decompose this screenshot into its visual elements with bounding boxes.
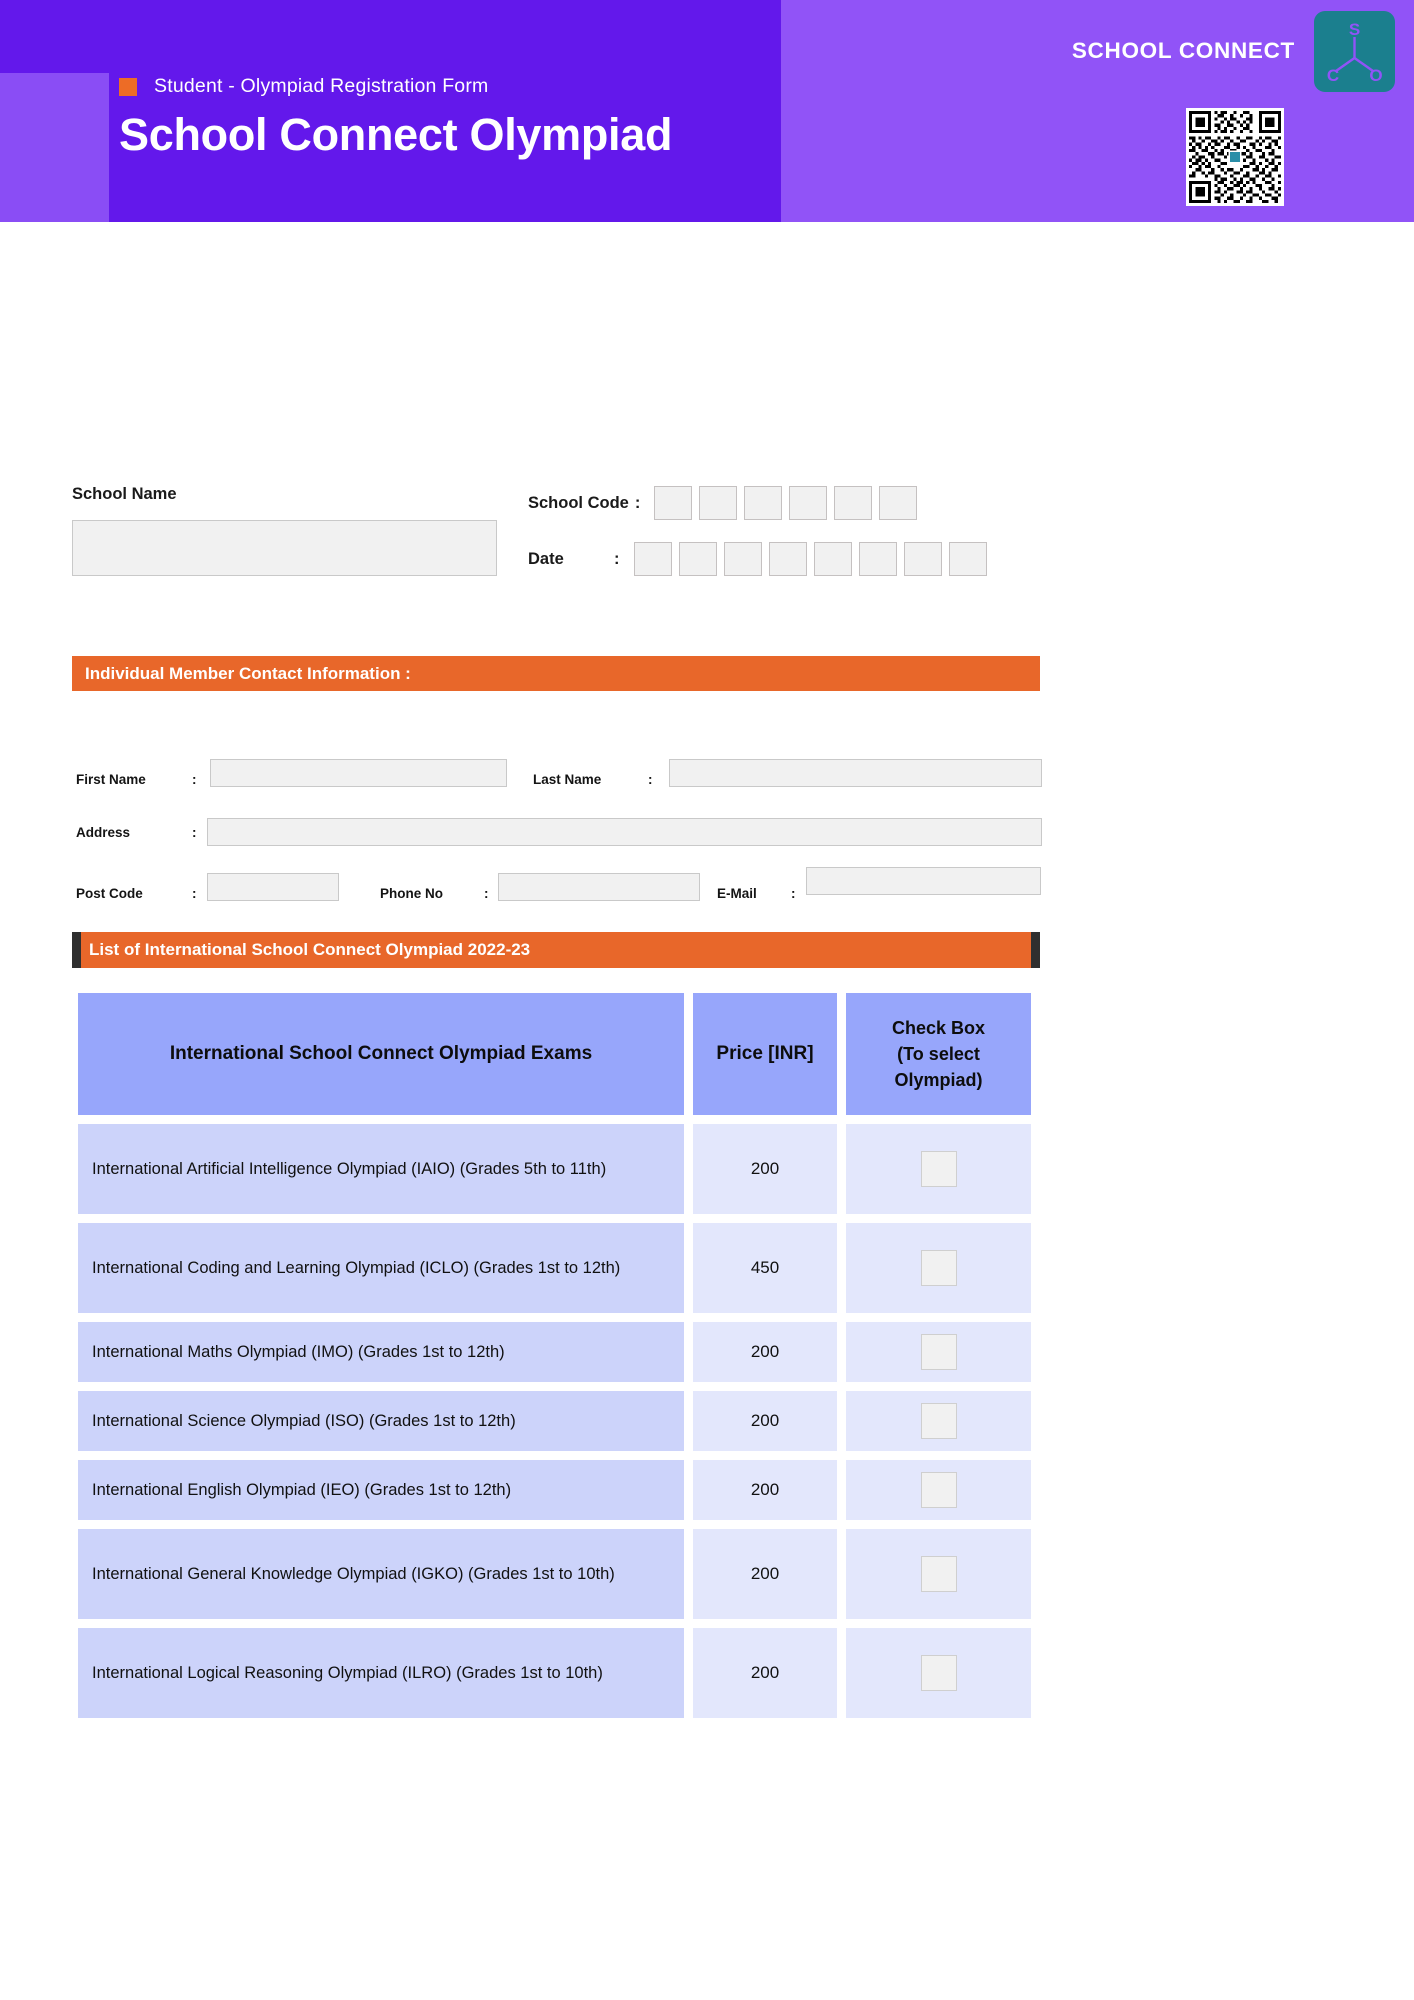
- date-cell[interactable]: [859, 542, 897, 576]
- qr-code[interactable]: [1186, 108, 1284, 206]
- school-code-colon: :: [634, 493, 641, 512]
- exam-price: 200: [693, 1322, 837, 1382]
- exam-name: International English Olympiad (IEO) (Grades 1st to 12th): [78, 1460, 684, 1520]
- post-code-label: Post Code: [76, 886, 143, 901]
- exam-price: 200: [693, 1628, 837, 1718]
- exam-name: International Science Olympiad (ISO) (Grades 1st to 12th): [78, 1391, 684, 1451]
- column-header-checkbox: [846, 993, 1031, 1115]
- banner-left-cap: [72, 932, 81, 968]
- date-cell[interactable]: [814, 542, 852, 576]
- address-input[interactable]: [207, 818, 1042, 846]
- contact-section-title: Individual Member Contact Information :: [85, 663, 411, 683]
- checkbox-header-line2: (To select: [897, 1043, 980, 1064]
- column-header-exam: International School Connect Olympiad Exams: [78, 993, 684, 1115]
- table-row: [78, 1460, 1040, 1520]
- checkbox-icon[interactable]: [921, 1472, 957, 1508]
- table-row: [78, 1322, 1040, 1382]
- date-cell[interactable]: [724, 542, 762, 576]
- table-row: [78, 1223, 1040, 1313]
- first-name-input[interactable]: [210, 759, 507, 787]
- exam-checkbox-cell[interactable]: [846, 1628, 1031, 1718]
- school-code-cell[interactable]: [789, 486, 827, 520]
- address-colon: :: [192, 825, 197, 840]
- exam-name: International Logical Reasoning Olympiad (ILRO) (Grades 1st to 10th): [78, 1628, 684, 1718]
- checkbox-icon[interactable]: [921, 1334, 957, 1370]
- email-input[interactable]: [806, 867, 1041, 895]
- exam-price: 200: [693, 1124, 837, 1214]
- header-eyebrow-label: Student - Olympiad Registration Form: [154, 75, 489, 97]
- svg-text:S: S: [1348, 20, 1361, 39]
- last-name-input[interactable]: [669, 759, 1042, 787]
- olympiad-list-banner: [72, 932, 1040, 968]
- phone-no-colon: :: [484, 886, 489, 901]
- table-row: [78, 1529, 1040, 1619]
- exam-price: 200: [693, 1460, 837, 1520]
- table-header-row: [78, 993, 1040, 1115]
- exam-name: International General Knowledge Olympiad (IGKO) (Grades 1st to 10th): [78, 1529, 684, 1619]
- date-cell[interactable]: [949, 542, 987, 576]
- page-title: School Connect Olympiad: [119, 109, 673, 160]
- last-name-label: Last Name: [533, 772, 602, 787]
- table-row: [78, 1628, 1040, 1718]
- header-eyebrow: [119, 75, 489, 98]
- date-cell[interactable]: [679, 542, 717, 576]
- olympiad-exams-table: [78, 993, 1040, 1727]
- school-code-row: [528, 486, 917, 520]
- date-boxes: [634, 542, 987, 576]
- exam-checkbox-cell[interactable]: [846, 1460, 1031, 1520]
- exam-checkbox-cell[interactable]: [846, 1529, 1031, 1619]
- table-row: [78, 1124, 1040, 1214]
- checkbox-icon[interactable]: [921, 1151, 957, 1187]
- post-code-colon: :: [192, 886, 197, 901]
- address-label: Address: [76, 825, 131, 840]
- svg-text:C: C: [1326, 66, 1340, 85]
- school-name-label: School Name: [72, 485, 177, 503]
- school-code-cell[interactable]: [654, 486, 692, 520]
- first-name-label: First Name: [76, 772, 146, 787]
- page-header: [0, 0, 1414, 222]
- exam-checkbox-cell[interactable]: [846, 1322, 1031, 1382]
- phone-no-label: Phone No: [380, 886, 443, 901]
- checkbox-header-line3: Olympiad): [894, 1070, 983, 1091]
- school-code-cell[interactable]: [834, 486, 872, 520]
- checkbox-icon[interactable]: [921, 1556, 957, 1592]
- orange-square-icon: [119, 78, 137, 96]
- school-code-cell[interactable]: [744, 486, 782, 520]
- header-left-band-top: [0, 0, 109, 73]
- date-cell[interactable]: [904, 542, 942, 576]
- exam-checkbox-cell[interactable]: [846, 1391, 1031, 1451]
- school-code-cell[interactable]: [699, 486, 737, 520]
- date-row: [528, 542, 987, 576]
- school-name-input[interactable]: [72, 520, 497, 576]
- exam-name: International Artificial Intelligence Olympiad (IAIO) (Grades 5th to 11th): [78, 1124, 684, 1214]
- checkbox-icon[interactable]: [921, 1403, 957, 1439]
- phone-no-input[interactable]: [498, 873, 700, 901]
- checkbox-header-line1: Check Box: [891, 1017, 986, 1038]
- date-label: Date: [528, 549, 564, 568]
- contact-section-header: [72, 656, 1040, 691]
- date-cell[interactable]: [769, 542, 807, 576]
- exam-checkbox-cell[interactable]: [846, 1124, 1031, 1214]
- last-name-colon: :: [648, 772, 653, 787]
- svg-text:O: O: [1369, 66, 1383, 85]
- column-header-price: Price [INR]: [693, 993, 837, 1115]
- exam-price: 450: [693, 1223, 837, 1313]
- exam-price: 200: [693, 1391, 837, 1451]
- header-left-band: [0, 0, 109, 222]
- banner-right-cap: [1031, 932, 1040, 968]
- exam-price: 200: [693, 1529, 837, 1619]
- brand-name: SCHOOL CONNECT: [1071, 38, 1295, 63]
- exam-checkbox-cell[interactable]: [846, 1223, 1031, 1313]
- first-name-colon: :: [192, 772, 197, 787]
- date-colon: :: [614, 549, 620, 568]
- checkbox-icon[interactable]: [921, 1655, 957, 1691]
- checkbox-icon[interactable]: [921, 1250, 957, 1286]
- school-code-boxes: [654, 486, 917, 520]
- exam-name: International Coding and Learning Olympiad (ICLO) (Grades 1st to 12th): [78, 1223, 684, 1313]
- table-row: [78, 1391, 1040, 1451]
- date-cell[interactable]: [634, 542, 672, 576]
- post-code-input[interactable]: [207, 873, 339, 901]
- exam-name: International Maths Olympiad (IMO) (Grades 1st to 12th): [78, 1322, 684, 1382]
- school-connect-logo: [1314, 11, 1395, 92]
- olympiad-list-title: List of International School Connect Olympiad 2022-23: [89, 940, 531, 959]
- email-colon: :: [791, 886, 796, 901]
- school-code-cell[interactable]: [879, 486, 917, 520]
- school-code-label: School Code: [528, 493, 629, 512]
- email-label: E-Mail: [717, 886, 757, 901]
